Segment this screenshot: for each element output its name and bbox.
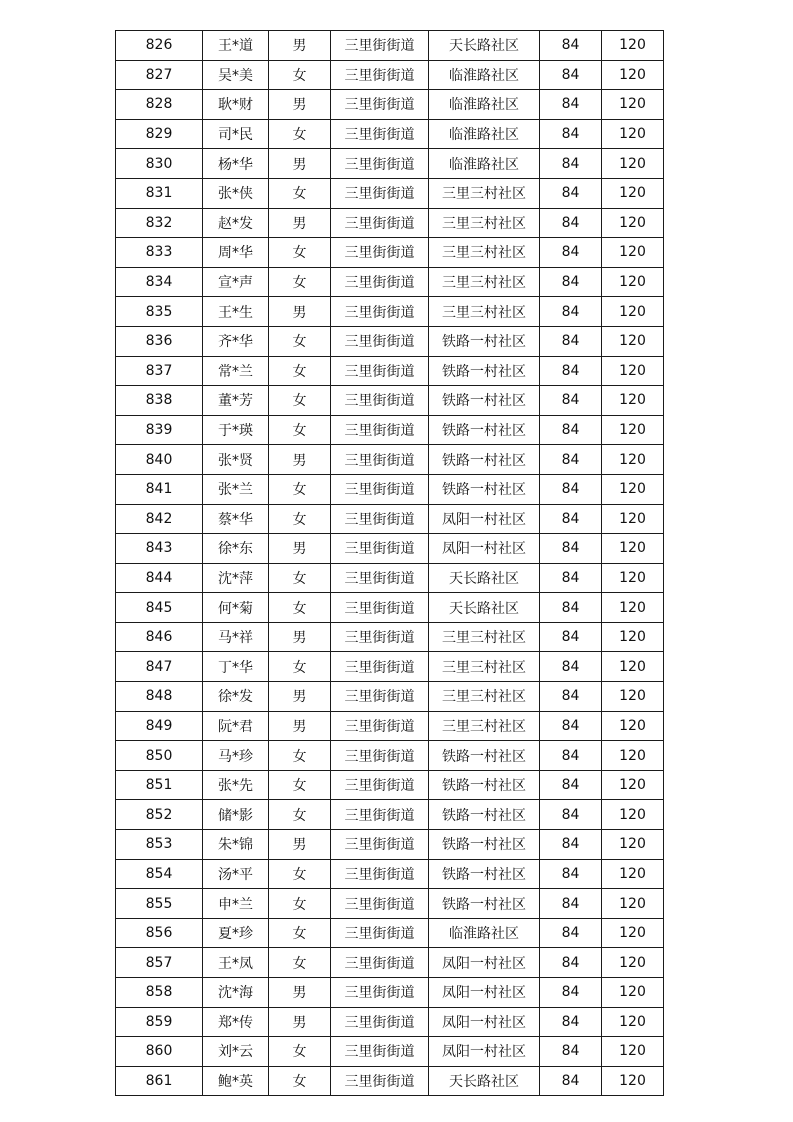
age-cell: 84: [540, 948, 602, 978]
street-cell: 三里街街道: [331, 1066, 429, 1096]
gender-cell: 女: [269, 741, 331, 771]
community-cell: 铁路一村社区: [429, 474, 540, 504]
row-number-cell: 843: [116, 534, 203, 564]
amount-cell: 120: [602, 267, 664, 297]
row-number-cell: 831: [116, 178, 203, 208]
gender-cell: 女: [269, 593, 331, 623]
community-cell: 凤阳一村社区: [429, 948, 540, 978]
table-row: [116, 445, 664, 475]
community-cell: 临淮路社区: [429, 918, 540, 948]
street-cell: 三里街街道: [331, 178, 429, 208]
age-cell: 84: [540, 859, 602, 889]
row-number-cell: 842: [116, 504, 203, 534]
street-cell: 三里街街道: [331, 60, 429, 90]
age-cell: 84: [540, 563, 602, 593]
gender-cell: 女: [269, 504, 331, 534]
table-row: [116, 593, 664, 623]
name-cell: 张*侠: [203, 178, 269, 208]
row-number-cell: 829: [116, 119, 203, 149]
table-row: [116, 889, 664, 919]
amount-cell: 120: [602, 593, 664, 623]
community-cell: 铁路一村社区: [429, 386, 540, 416]
gender-cell: 女: [269, 859, 331, 889]
row-number-cell: 839: [116, 415, 203, 445]
street-cell: 三里街街道: [331, 504, 429, 534]
age-cell: 84: [540, 415, 602, 445]
community-cell: 铁路一村社区: [429, 800, 540, 830]
name-cell: 夏*珍: [203, 918, 269, 948]
amount-cell: 120: [602, 741, 664, 771]
name-cell: 周*华: [203, 238, 269, 268]
amount-cell: 120: [602, 1066, 664, 1096]
name-cell: 张*兰: [203, 474, 269, 504]
gender-cell: 女: [269, 800, 331, 830]
table-row: [116, 682, 664, 712]
age-cell: 84: [540, 741, 602, 771]
row-number-cell: 833: [116, 238, 203, 268]
name-cell: 马*珍: [203, 741, 269, 771]
table-row: [116, 978, 664, 1008]
amount-cell: 120: [602, 386, 664, 416]
row-number-cell: 845: [116, 593, 203, 623]
gender-cell: 女: [269, 178, 331, 208]
name-cell: 杨*华: [203, 149, 269, 179]
amount-cell: 120: [602, 297, 664, 327]
amount-cell: 120: [602, 948, 664, 978]
amount-cell: 120: [602, 90, 664, 120]
street-cell: 三里街街道: [331, 415, 429, 445]
gender-cell: 女: [269, 474, 331, 504]
name-cell: 阮*君: [203, 711, 269, 741]
age-cell: 84: [540, 178, 602, 208]
table-row: [116, 859, 664, 889]
age-cell: 84: [540, 267, 602, 297]
community-cell: 三里三村社区: [429, 297, 540, 327]
row-number-cell: 861: [116, 1066, 203, 1096]
table-row: [116, 267, 664, 297]
table-row: [116, 711, 664, 741]
name-cell: 朱*锦: [203, 830, 269, 860]
row-number-cell: 834: [116, 267, 203, 297]
roster-table: [115, 30, 664, 1096]
name-cell: 丁*华: [203, 652, 269, 682]
community-cell: 三里三村社区: [429, 711, 540, 741]
amount-cell: 120: [602, 918, 664, 948]
name-cell: 蔡*华: [203, 504, 269, 534]
age-cell: 84: [540, 504, 602, 534]
table-row: [116, 238, 664, 268]
table-row: [116, 178, 664, 208]
gender-cell: 男: [269, 149, 331, 179]
street-cell: 三里街街道: [331, 948, 429, 978]
table-row: [116, 918, 664, 948]
community-cell: 天长路社区: [429, 593, 540, 623]
community-cell: 凤阳一村社区: [429, 978, 540, 1008]
name-cell: 耿*财: [203, 90, 269, 120]
age-cell: 84: [540, 711, 602, 741]
amount-cell: 120: [602, 149, 664, 179]
community-cell: 三里三村社区: [429, 652, 540, 682]
table-row: [116, 90, 664, 120]
age-cell: 84: [540, 90, 602, 120]
community-cell: 凤阳一村社区: [429, 1037, 540, 1067]
gender-cell: 女: [269, 889, 331, 919]
row-number-cell: 836: [116, 326, 203, 356]
street-cell: 三里街街道: [331, 711, 429, 741]
amount-cell: 120: [602, 830, 664, 860]
name-cell: 常*兰: [203, 356, 269, 386]
row-number-cell: 837: [116, 356, 203, 386]
age-cell: 84: [540, 770, 602, 800]
street-cell: 三里街街道: [331, 445, 429, 475]
street-cell: 三里街街道: [331, 297, 429, 327]
street-cell: 三里街街道: [331, 149, 429, 179]
table-row: [116, 741, 664, 771]
gender-cell: 女: [269, 948, 331, 978]
row-number-cell: 828: [116, 90, 203, 120]
community-cell: 铁路一村社区: [429, 889, 540, 919]
age-cell: 84: [540, 889, 602, 919]
street-cell: 三里街街道: [331, 593, 429, 623]
community-cell: 铁路一村社区: [429, 326, 540, 356]
gender-cell: 男: [269, 1007, 331, 1037]
row-number-cell: 860: [116, 1037, 203, 1067]
amount-cell: 120: [602, 31, 664, 61]
row-number-cell: 857: [116, 948, 203, 978]
street-cell: 三里街街道: [331, 1007, 429, 1037]
community-cell: 铁路一村社区: [429, 415, 540, 445]
table-row: [116, 1066, 664, 1096]
row-number-cell: 841: [116, 474, 203, 504]
name-cell: 张*贤: [203, 445, 269, 475]
row-number-cell: 848: [116, 682, 203, 712]
name-cell: 王*凤: [203, 948, 269, 978]
community-cell: 三里三村社区: [429, 267, 540, 297]
age-cell: 84: [540, 534, 602, 564]
age-cell: 84: [540, 474, 602, 504]
street-cell: 三里街街道: [331, 770, 429, 800]
table-row: [116, 563, 664, 593]
name-cell: 于*瑛: [203, 415, 269, 445]
name-cell: 赵*发: [203, 208, 269, 238]
table-row: [116, 652, 664, 682]
community-cell: 铁路一村社区: [429, 445, 540, 475]
table-row: [116, 800, 664, 830]
community-cell: 三里三村社区: [429, 622, 540, 652]
gender-cell: 男: [269, 711, 331, 741]
row-number-cell: 840: [116, 445, 203, 475]
amount-cell: 120: [602, 445, 664, 475]
row-number-cell: 846: [116, 622, 203, 652]
gender-cell: 女: [269, 238, 331, 268]
age-cell: 84: [540, 238, 602, 268]
row-number-cell: 850: [116, 741, 203, 771]
name-cell: 沈*萍: [203, 563, 269, 593]
street-cell: 三里街街道: [331, 90, 429, 120]
street-cell: 三里街街道: [331, 682, 429, 712]
table-row: [116, 1007, 664, 1037]
age-cell: 84: [540, 208, 602, 238]
community-cell: 临淮路社区: [429, 119, 540, 149]
row-number-cell: 835: [116, 297, 203, 327]
table-row: [116, 208, 664, 238]
age-cell: 84: [540, 1066, 602, 1096]
street-cell: 三里街街道: [331, 563, 429, 593]
row-number-cell: 844: [116, 563, 203, 593]
amount-cell: 120: [602, 1037, 664, 1067]
table-row: [116, 326, 664, 356]
amount-cell: 120: [602, 682, 664, 712]
street-cell: 三里街街道: [331, 830, 429, 860]
amount-cell: 120: [602, 622, 664, 652]
amount-cell: 120: [602, 770, 664, 800]
row-number-cell: 838: [116, 386, 203, 416]
community-cell: 铁路一村社区: [429, 741, 540, 771]
row-number-cell: 853: [116, 830, 203, 860]
amount-cell: 120: [602, 60, 664, 90]
gender-cell: 男: [269, 297, 331, 327]
row-number-cell: 856: [116, 918, 203, 948]
amount-cell: 120: [602, 534, 664, 564]
amount-cell: 120: [602, 1007, 664, 1037]
community-cell: 铁路一村社区: [429, 356, 540, 386]
row-number-cell: 852: [116, 800, 203, 830]
name-cell: 刘*云: [203, 1037, 269, 1067]
amount-cell: 120: [602, 978, 664, 1008]
amount-cell: 120: [602, 119, 664, 149]
gender-cell: 女: [269, 563, 331, 593]
name-cell: 储*影: [203, 800, 269, 830]
street-cell: 三里街街道: [331, 918, 429, 948]
gender-cell: 男: [269, 830, 331, 860]
community-cell: 三里三村社区: [429, 208, 540, 238]
roster-body: [116, 31, 664, 1096]
amount-cell: 120: [602, 711, 664, 741]
amount-cell: 120: [602, 889, 664, 919]
amount-cell: 120: [602, 504, 664, 534]
street-cell: 三里街街道: [331, 267, 429, 297]
table-row: [116, 297, 664, 327]
community-cell: 铁路一村社区: [429, 859, 540, 889]
gender-cell: 女: [269, 119, 331, 149]
table-row: [116, 31, 664, 61]
name-cell: 张*先: [203, 770, 269, 800]
amount-cell: 120: [602, 859, 664, 889]
table-row: [116, 830, 664, 860]
name-cell: 申*兰: [203, 889, 269, 919]
amount-cell: 120: [602, 563, 664, 593]
gender-cell: 男: [269, 31, 331, 61]
gender-cell: 男: [269, 208, 331, 238]
amount-cell: 120: [602, 800, 664, 830]
table-row: [116, 474, 664, 504]
name-cell: 王*生: [203, 297, 269, 327]
street-cell: 三里街街道: [331, 238, 429, 268]
street-cell: 三里街街道: [331, 474, 429, 504]
table-row: [116, 119, 664, 149]
amount-cell: 120: [602, 208, 664, 238]
gender-cell: 女: [269, 386, 331, 416]
street-cell: 三里街街道: [331, 652, 429, 682]
row-number-cell: 855: [116, 889, 203, 919]
name-cell: 马*祥: [203, 622, 269, 652]
community-cell: 临淮路社区: [429, 90, 540, 120]
community-cell: 铁路一村社区: [429, 830, 540, 860]
name-cell: 王*道: [203, 31, 269, 61]
amount-cell: 120: [602, 356, 664, 386]
community-cell: 三里三村社区: [429, 682, 540, 712]
row-number-cell: 827: [116, 60, 203, 90]
row-number-cell: 847: [116, 652, 203, 682]
community-cell: 三里三村社区: [429, 238, 540, 268]
age-cell: 84: [540, 297, 602, 327]
age-cell: 84: [540, 1007, 602, 1037]
community-cell: 天长路社区: [429, 31, 540, 61]
gender-cell: 女: [269, 326, 331, 356]
gender-cell: 女: [269, 652, 331, 682]
table-row: [116, 948, 664, 978]
community-cell: 临淮路社区: [429, 149, 540, 179]
street-cell: 三里街街道: [331, 326, 429, 356]
street-cell: 三里街街道: [331, 119, 429, 149]
name-cell: 何*菊: [203, 593, 269, 623]
street-cell: 三里街街道: [331, 741, 429, 771]
street-cell: 三里街街道: [331, 31, 429, 61]
name-cell: 鲍*英: [203, 1066, 269, 1096]
age-cell: 84: [540, 800, 602, 830]
gender-cell: 女: [269, 770, 331, 800]
row-number-cell: 851: [116, 770, 203, 800]
gender-cell: 男: [269, 90, 331, 120]
amount-cell: 120: [602, 474, 664, 504]
row-number-cell: 854: [116, 859, 203, 889]
community-cell: 凤阳一村社区: [429, 504, 540, 534]
community-cell: 天长路社区: [429, 1066, 540, 1096]
gender-cell: 女: [269, 60, 331, 90]
amount-cell: 120: [602, 652, 664, 682]
table-row: [116, 1037, 664, 1067]
age-cell: 84: [540, 149, 602, 179]
row-number-cell: 858: [116, 978, 203, 1008]
community-cell: 天长路社区: [429, 563, 540, 593]
age-cell: 84: [540, 1037, 602, 1067]
gender-cell: 女: [269, 918, 331, 948]
age-cell: 84: [540, 31, 602, 61]
row-number-cell: 859: [116, 1007, 203, 1037]
row-number-cell: 849: [116, 711, 203, 741]
age-cell: 84: [540, 652, 602, 682]
name-cell: 司*民: [203, 119, 269, 149]
community-cell: 铁路一村社区: [429, 770, 540, 800]
street-cell: 三里街街道: [331, 889, 429, 919]
street-cell: 三里街街道: [331, 386, 429, 416]
name-cell: 宣*声: [203, 267, 269, 297]
table-row: [116, 386, 664, 416]
age-cell: 84: [540, 119, 602, 149]
table-row: [116, 149, 664, 179]
age-cell: 84: [540, 386, 602, 416]
name-cell: 汤*平: [203, 859, 269, 889]
gender-cell: 女: [269, 1066, 331, 1096]
table-row: [116, 504, 664, 534]
name-cell: 郑*传: [203, 1007, 269, 1037]
street-cell: 三里街街道: [331, 1037, 429, 1067]
gender-cell: 男: [269, 978, 331, 1008]
age-cell: 84: [540, 326, 602, 356]
name-cell: 沈*海: [203, 978, 269, 1008]
gender-cell: 男: [269, 682, 331, 712]
name-cell: 徐*发: [203, 682, 269, 712]
age-cell: 84: [540, 622, 602, 652]
age-cell: 84: [540, 978, 602, 1008]
table-row: [116, 415, 664, 445]
gender-cell: 男: [269, 445, 331, 475]
age-cell: 84: [540, 830, 602, 860]
gender-cell: 女: [269, 1037, 331, 1067]
age-cell: 84: [540, 918, 602, 948]
street-cell: 三里街街道: [331, 622, 429, 652]
gender-cell: 男: [269, 534, 331, 564]
amount-cell: 120: [602, 415, 664, 445]
table-row: [116, 622, 664, 652]
community-cell: 临淮路社区: [429, 60, 540, 90]
amount-cell: 120: [602, 238, 664, 268]
community-cell: 三里三村社区: [429, 178, 540, 208]
name-cell: 吴*美: [203, 60, 269, 90]
row-number-cell: 826: [116, 31, 203, 61]
table-row: [116, 534, 664, 564]
age-cell: 84: [540, 593, 602, 623]
age-cell: 84: [540, 682, 602, 712]
gender-cell: 女: [269, 267, 331, 297]
name-cell: 齐*华: [203, 326, 269, 356]
table-row: [116, 356, 664, 386]
street-cell: 三里街街道: [331, 356, 429, 386]
age-cell: 84: [540, 356, 602, 386]
gender-cell: 女: [269, 415, 331, 445]
name-cell: 董*芳: [203, 386, 269, 416]
street-cell: 三里街街道: [331, 534, 429, 564]
street-cell: 三里街街道: [331, 859, 429, 889]
community-cell: 凤阳一村社区: [429, 534, 540, 564]
row-number-cell: 830: [116, 149, 203, 179]
amount-cell: 120: [602, 326, 664, 356]
age-cell: 84: [540, 60, 602, 90]
street-cell: 三里街街道: [331, 208, 429, 238]
name-cell: 徐*东: [203, 534, 269, 564]
amount-cell: 120: [602, 178, 664, 208]
street-cell: 三里街街道: [331, 978, 429, 1008]
gender-cell: 男: [269, 622, 331, 652]
street-cell: 三里街街道: [331, 800, 429, 830]
gender-cell: 女: [269, 356, 331, 386]
age-cell: 84: [540, 445, 602, 475]
community-cell: 凤阳一村社区: [429, 1007, 540, 1037]
row-number-cell: 832: [116, 208, 203, 238]
table-row: [116, 60, 664, 90]
table-row: [116, 770, 664, 800]
